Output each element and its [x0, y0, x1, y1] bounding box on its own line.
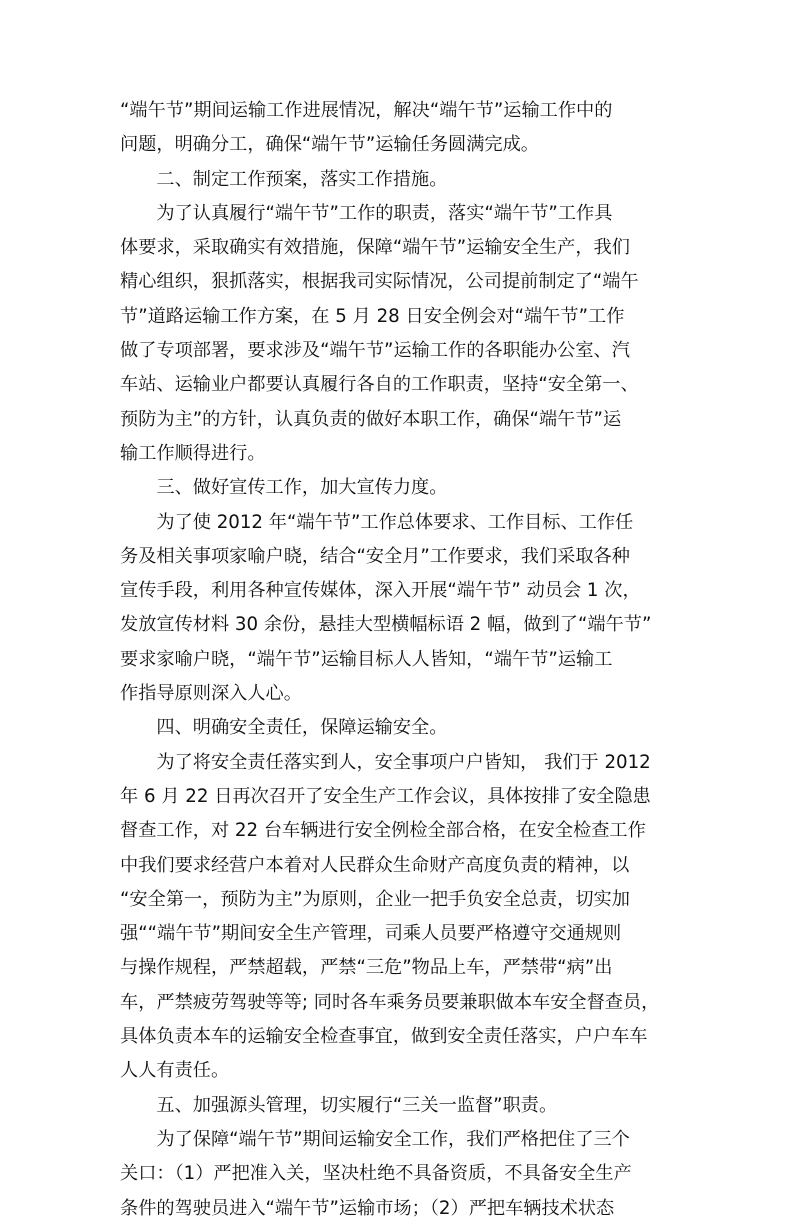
text-line: 条件的驾驶员进入“端午节”运输市场；（2）严把车辆技术状态: [120, 1197, 615, 1219]
text-line: “端午节”期间运输工作进展情况，解决“端午节”运输工作中的: [120, 100, 613, 121]
text-line: 与操作规程，严禁超载，严禁“三危”物品上车，严禁带“病”出: [120, 957, 613, 979]
text-line: 中我们要求经营户本着对人民群众生命财产高度负责的精神，以: [120, 854, 630, 876]
text-line: 人人有责任。: [120, 1060, 230, 1082]
text-line: 督查工作，对 22 台车辆进行安全例检全部合格，在安全检查工作: [120, 820, 646, 842]
text-line: 作指导原则深入人心。: [120, 683, 302, 705]
text-line: 预防为主”的方针，认真负责的做好本职工作，确保“端午节”运: [120, 408, 622, 430]
text-line: 强““端午节”期间安全生产管理，司乘人员要严格遵守交通规则: [120, 923, 622, 945]
text-line: 问题，明确分工，确保“端午节”运输任务圆满完成。: [120, 134, 539, 156]
text-line: 为了保障“端午节”期间运输安全工作，我们严格把住了三个: [120, 1128, 630, 1150]
text-line: 做了专项部署，要求涉及“端午节”运输工作的各职能办公室、汽: [120, 340, 630, 362]
text-line: “安全第一，预防为主”为原则，企业一把手负安全总责，切实加: [120, 888, 630, 910]
text-line: 输工作顺得进行。: [120, 442, 266, 464]
text-line: 发放宣传材料 30 余份，悬挂大型横幅标语 2 幅，做到了“端午节”: [120, 614, 652, 636]
text-line: 年 6 月 22 日再次召开了安全生产工作会议，具体按排了安全隐患: [120, 785, 651, 807]
text-line: 为了认真履行“端午节”工作的职责，落实“端午节”工作具: [120, 202, 613, 224]
text-line: 关口：（1）严把准入关，坚决杜绝不具备资质，不具备安全生产: [120, 1163, 632, 1185]
text-line: 体要求，采取确实有效措施，保障“端午节”运输安全生产，我们: [120, 237, 630, 259]
text-line: 车，严禁疲劳驾驶等等; 同时各车乘务员要兼职做本车安全督查员，: [120, 991, 660, 1013]
text-line: 精心组织，狠抓落实，根据我司实际情况，公司提前制定了“端午: [120, 271, 639, 293]
text-line: 为了使 2012 年“端午节”工作总体要求、工作目标、工作任: [120, 511, 634, 533]
text-line: 车站、运输业户都要认真履行各自的工作职责，坚持“安全第一、: [120, 374, 639, 396]
section-heading: 二、制定工作预案，落实工作措施。: [120, 168, 448, 190]
text-line: 宣传手段，利用各种宣传媒体，深入开展“端午节” 动员会 1 次，: [120, 580, 641, 602]
section-heading: 五、加强源头管理，切实履行“三关一监督”职责。: [120, 1094, 558, 1116]
text-line: 要求家喻户晓，“端午节”运输目标人人皆知，“端午节”运输工: [120, 648, 613, 670]
text-line: 节”道路运输工作方案，在 5 月 28 日安全例会对“端午节”工作: [120, 305, 625, 327]
section-heading: 四、明确安全责任，保障运输安全。: [120, 717, 448, 739]
text-line: 为了将安全责任落实到人，安全事项户户皆知， 我们于 2012: [120, 751, 651, 773]
section-heading: 三、做好宣传工作，加大宣传力度。: [120, 477, 448, 499]
text-line: 务及相关事项家喻户晓，结合“安全月”工作要求，我们采取各种: [120, 545, 630, 567]
document-page: [120, 94, 680, 1226]
text-line: 具体负责本车的运输安全检查事宜，做到安全责任落实，户户车车: [120, 1026, 648, 1048]
